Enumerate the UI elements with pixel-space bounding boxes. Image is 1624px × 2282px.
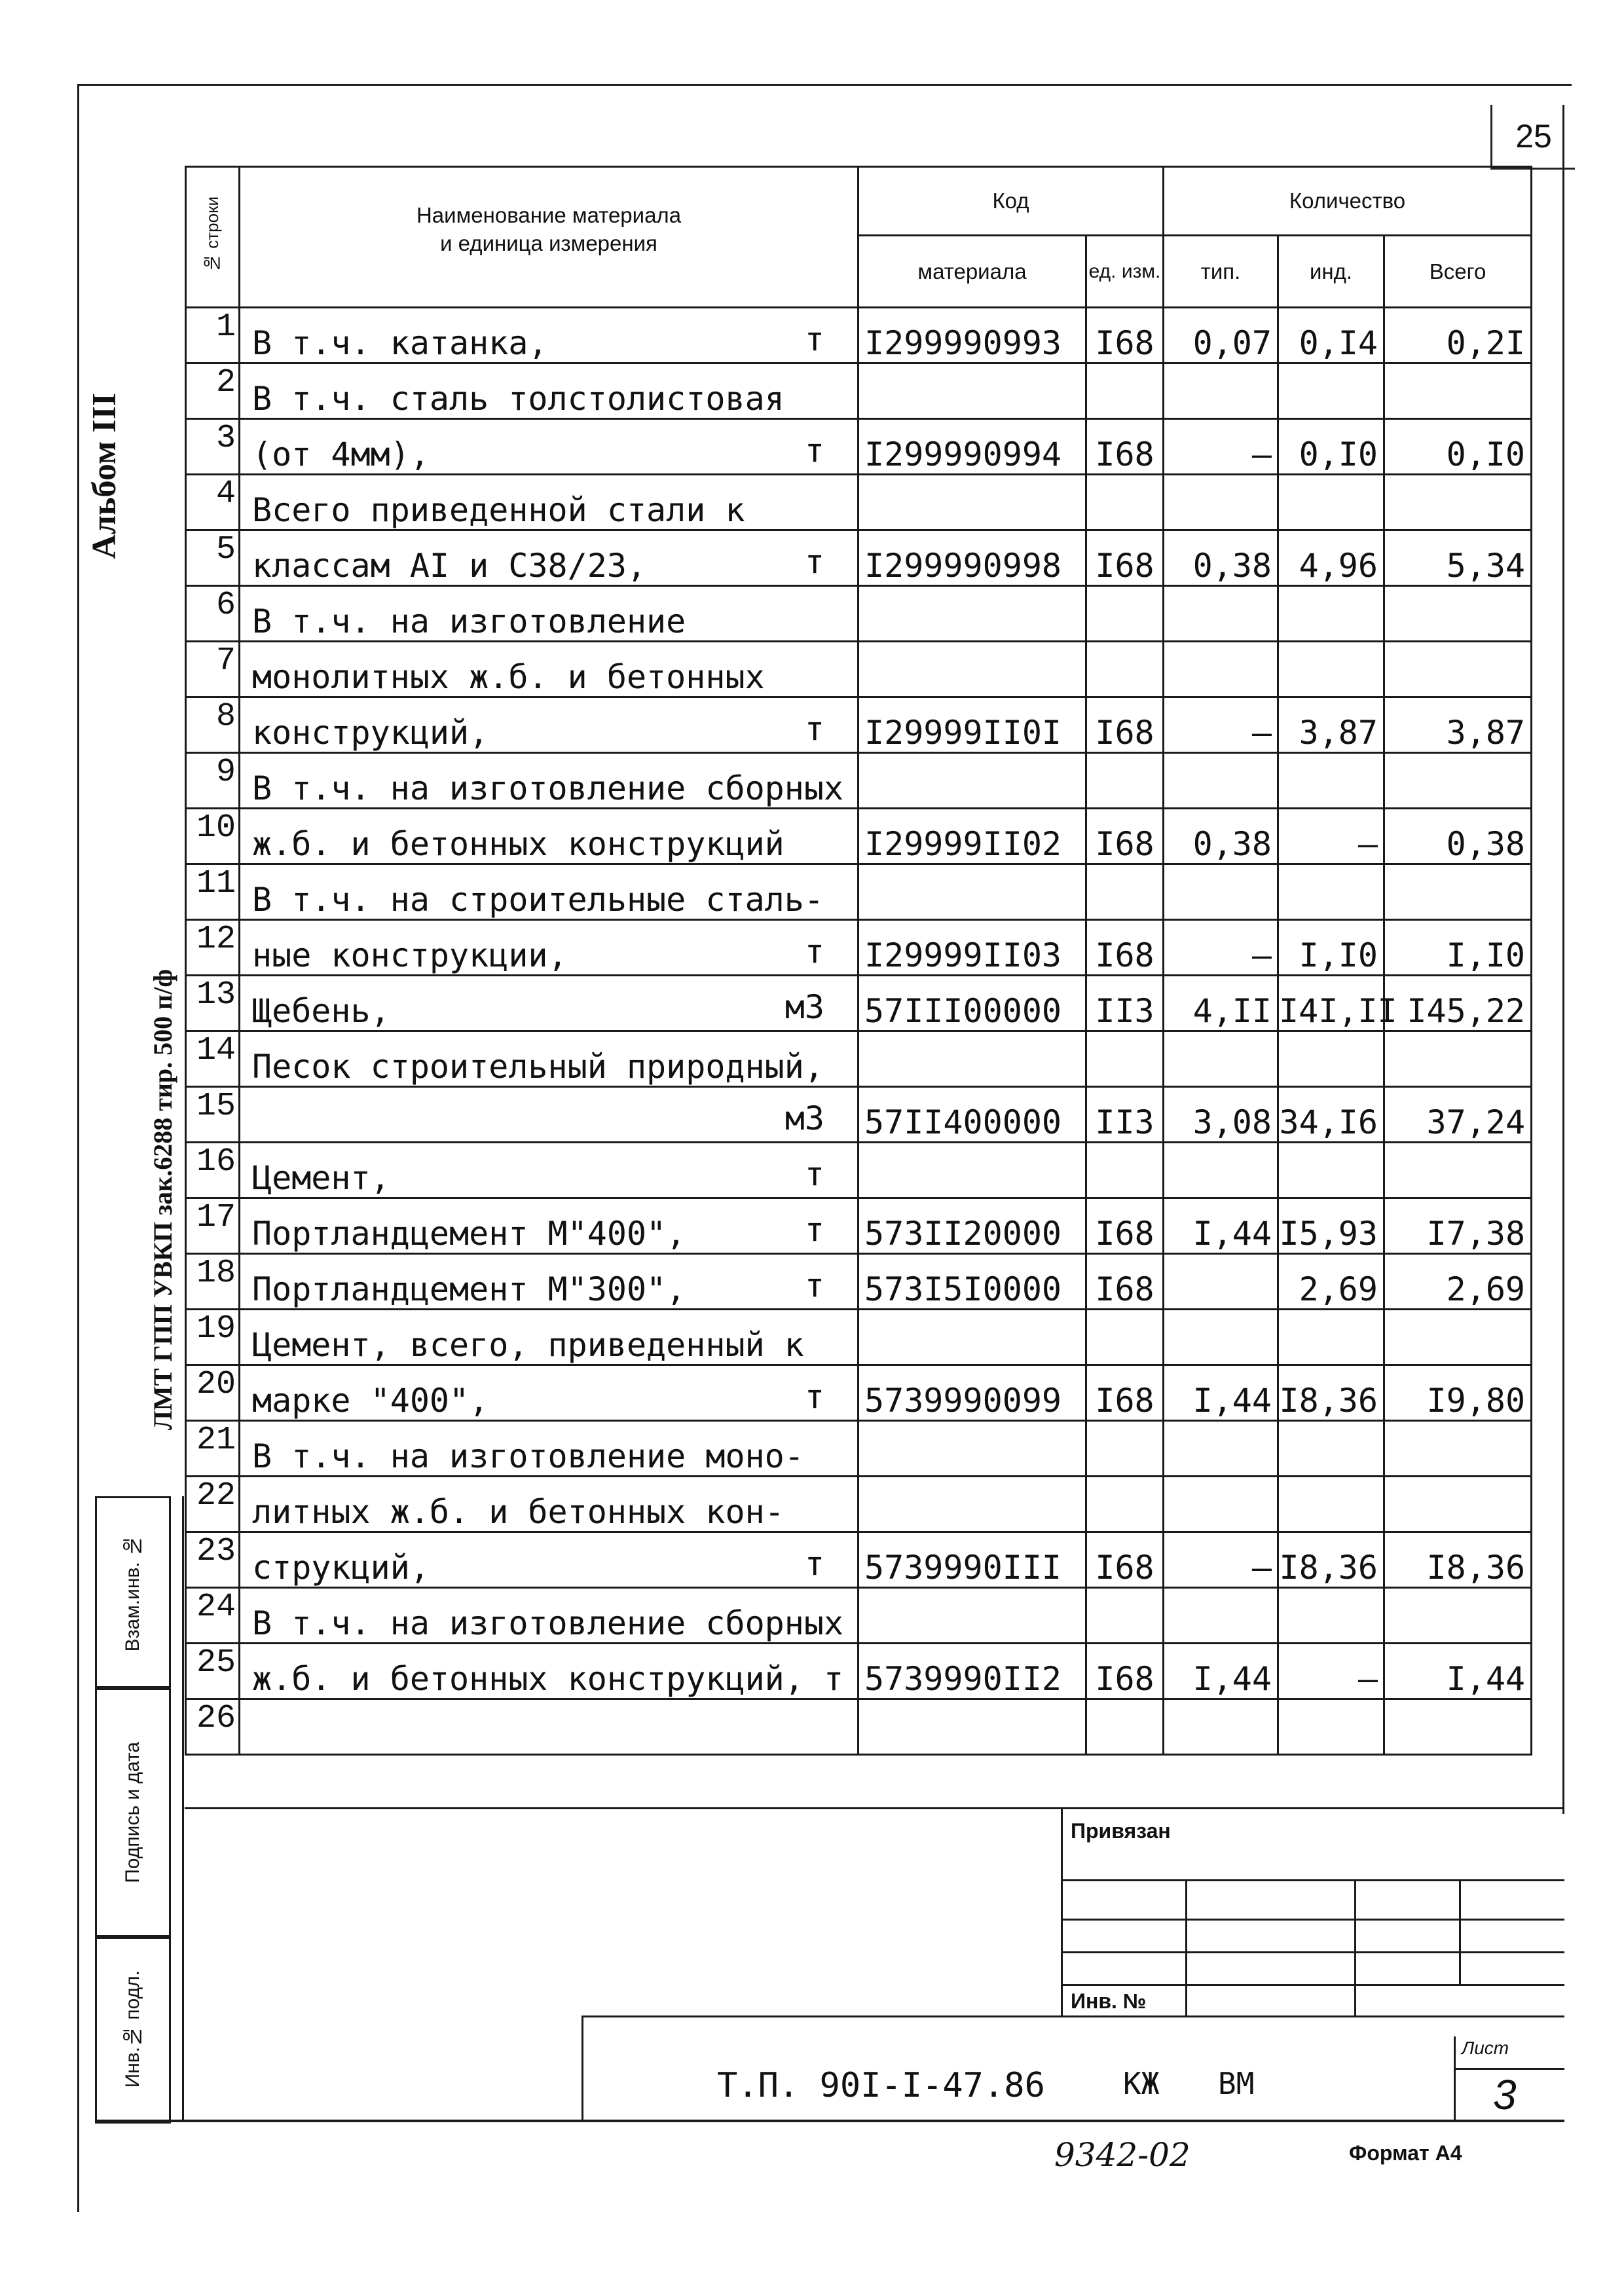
qty-ind (1278, 475, 1384, 530)
unit-code: I68 (1086, 1198, 1164, 1254)
order-number: 9342-02 (1054, 2136, 1190, 2174)
stamp-hline-3 (1061, 1951, 1564, 1953)
qty-ind: 3,87 (1278, 697, 1384, 753)
table-row (186, 1477, 1532, 1532)
material-code (858, 1421, 1086, 1477)
table-row (186, 920, 1532, 976)
material-name: марке "400", (252, 1382, 489, 1420)
inv-no-label: Инв. № (1071, 1989, 1147, 2013)
unit-code (1086, 1421, 1164, 1477)
album-label: Альбом III (86, 393, 123, 559)
material-name: ж.б. и бетонных конструкций (252, 825, 784, 863)
material-name-cell (240, 1198, 858, 1254)
qty-total: I45,22 (1384, 976, 1532, 1031)
material-name: ные конструкции, (252, 936, 568, 974)
qty-ind: I5,93 (1278, 1198, 1384, 1254)
row-number: 6 (186, 586, 240, 642)
qty-ind: I4I,II (1278, 976, 1384, 1031)
material-name-cell (240, 1421, 858, 1477)
unit-code: II3 (1086, 1087, 1164, 1143)
qty-total: I,44 (1384, 1644, 1532, 1699)
table-row (186, 308, 1532, 363)
material-code: I29999II0I (858, 697, 1086, 753)
material-code: I29999II02 (858, 809, 1086, 864)
table-row (186, 864, 1532, 920)
unit-code (1086, 586, 1164, 642)
material-unit: т (804, 543, 824, 581)
material-unit: т (804, 932, 824, 970)
material-name-cell (240, 1365, 858, 1421)
qty-total (1384, 1421, 1532, 1477)
unit-code: I68 (1086, 1532, 1164, 1588)
row-number: 8 (186, 697, 240, 753)
material-code (858, 1699, 1086, 1755)
header-name: Наименование материала и единица измерения (240, 167, 858, 308)
unit-code (1086, 1699, 1164, 1755)
material-name-cell (240, 475, 858, 530)
qty-ind: I8,36 (1278, 1532, 1384, 1588)
qty-ind: – (1278, 809, 1384, 864)
material-code (858, 1310, 1086, 1365)
qty-typ: 0,38 (1164, 530, 1278, 586)
unit-code: I68 (1086, 1254, 1164, 1310)
qty-ind (1278, 642, 1384, 697)
material-name: В т.ч. на строительные сталь- (252, 881, 824, 919)
material-name: В т.ч. на изготовление (252, 602, 686, 640)
qty-total (1384, 586, 1532, 642)
qty-total (1384, 363, 1532, 419)
material-name: В т.ч. на изготовление сборных (252, 1604, 844, 1642)
row-number: 1 (186, 308, 240, 363)
table-row (186, 1588, 1532, 1644)
material-name-cell (240, 530, 858, 586)
qty-total (1384, 1031, 1532, 1087)
unit-code: II3 (1086, 976, 1164, 1031)
material-code (858, 864, 1086, 920)
material-name-cell (240, 419, 858, 475)
qty-total: 5,34 (1384, 530, 1532, 586)
material-name-cell (240, 1644, 858, 1699)
material-name-cell (240, 1254, 858, 1310)
format-label: Формат А4 (1349, 2141, 1462, 2165)
row-number: 3 (186, 419, 240, 475)
stamp-top-line (185, 1807, 1564, 1809)
qty-typ (1164, 1421, 1278, 1477)
qty-ind (1278, 1477, 1384, 1532)
material-name-cell (240, 1310, 858, 1365)
material-code: 573II20000 (858, 1198, 1086, 1254)
material-name: Портландцемент М"300", (252, 1270, 686, 1308)
material-name: классам АI и С38/23, (252, 547, 647, 585)
material-unit: т (804, 1378, 824, 1416)
qty-ind (1278, 586, 1384, 642)
qty-ind (1278, 1310, 1384, 1365)
material-name-cell (240, 976, 858, 1031)
row-number: 17 (186, 1198, 240, 1254)
qty-total (1384, 1477, 1532, 1532)
qty-typ: I,44 (1164, 1198, 1278, 1254)
sheet-box-divider (1454, 2068, 1564, 2070)
qty-typ: – (1164, 419, 1278, 475)
table-row (186, 1254, 1532, 1310)
material-unit: т (804, 1211, 824, 1249)
qty-total (1384, 1588, 1532, 1644)
unit-code (1086, 642, 1164, 697)
row-number: 12 (186, 920, 240, 976)
row-number: 14 (186, 1031, 240, 1087)
qty-total: 0,38 (1384, 809, 1532, 864)
material-name: струкций, (252, 1549, 430, 1587)
material-code: 5739990II2 (858, 1644, 1086, 1699)
qty-total (1384, 753, 1532, 809)
material-name: Портландцемент М"400", (252, 1215, 686, 1253)
table-row (186, 1699, 1532, 1755)
table-row (186, 809, 1532, 864)
table-row (186, 753, 1532, 809)
material-name: В т.ч. на изготовление сборных (252, 769, 844, 807)
row-number: 26 (186, 1699, 240, 1755)
privyazan-label: Привязан (1071, 1819, 1171, 1843)
material-name-cell (240, 697, 858, 753)
qty-typ (1164, 1143, 1278, 1198)
qty-total: I8,36 (1384, 1532, 1532, 1588)
stamp-hline-2 (1061, 1919, 1564, 1921)
row-number: 4 (186, 475, 240, 530)
qty-ind: I,I0 (1278, 920, 1384, 976)
bottom-border (95, 2120, 1564, 2122)
materials-table (185, 166, 1532, 1756)
qty-typ (1164, 864, 1278, 920)
material-name: монолитных ж.б. и бетонных (252, 658, 765, 696)
sheet-number: 3 (1493, 2071, 1517, 2118)
unit-code: I68 (1086, 920, 1164, 976)
table-row (186, 475, 1532, 530)
qty-typ: I,44 (1164, 1365, 1278, 1421)
row-number: 20 (186, 1365, 240, 1421)
qty-total: 0,2I (1384, 308, 1532, 363)
qty-typ: 0,07 (1164, 308, 1278, 363)
material-name: (от 4мм), (252, 435, 430, 473)
material-name-cell (240, 864, 858, 920)
qty-typ (1164, 1254, 1278, 1310)
qty-ind: 2,69 (1278, 1254, 1384, 1310)
stamp-vline-a (1185, 1879, 1187, 2017)
qty-ind (1278, 363, 1384, 419)
qty-total: I,I0 (1384, 920, 1532, 976)
qty-ind: – (1278, 1644, 1384, 1699)
sheet-label: Лист (1462, 2038, 1509, 2058)
header-code-material: материала (858, 236, 1086, 308)
qty-ind: 0,I4 (1278, 308, 1384, 363)
row-number: 7 (186, 642, 240, 697)
table-row (186, 1198, 1532, 1254)
table-row (186, 1644, 1532, 1699)
unit-code: I68 (1086, 1365, 1164, 1421)
material-name-cell (240, 1699, 858, 1755)
material-code (858, 1477, 1086, 1532)
material-code: I299990994 (858, 419, 1086, 475)
table-row (186, 1365, 1532, 1421)
row-number: 24 (186, 1588, 240, 1644)
row-number: 13 (186, 976, 240, 1031)
row-number: 2 (186, 363, 240, 419)
material-name-cell (240, 920, 858, 976)
qty-typ: 3,08 (1164, 1087, 1278, 1143)
material-name-cell (240, 363, 858, 419)
qty-ind: 4,96 (1278, 530, 1384, 586)
qty-typ (1164, 363, 1278, 419)
qty-total (1384, 1310, 1532, 1365)
table-row (186, 1087, 1532, 1143)
unit-code (1086, 864, 1164, 920)
material-name: Песок строительный природный, (252, 1048, 824, 1086)
material-code (858, 586, 1086, 642)
material-unit: т (804, 710, 824, 748)
table-row (186, 642, 1532, 697)
table-row (186, 363, 1532, 419)
table-row (186, 419, 1532, 475)
material-unit: т (804, 1266, 824, 1304)
material-name: литных ж.б. и бетонных кон- (252, 1493, 784, 1531)
sheet-box-left (1454, 2036, 1456, 2122)
unit-code (1086, 363, 1164, 419)
material-name: Цемент, всего, приведенный к (252, 1326, 804, 1364)
row-number: 9 (186, 753, 240, 809)
material-name: Цемент, (252, 1159, 390, 1197)
qty-typ: I,44 (1164, 1644, 1278, 1699)
main-stamp-top (581, 2015, 1564, 2017)
qty-total: I7,38 (1384, 1198, 1532, 1254)
qty-total: I9,80 (1384, 1365, 1532, 1421)
material-name-cell (240, 642, 858, 697)
qty-typ (1164, 1310, 1278, 1365)
qty-ind (1278, 1143, 1384, 1198)
row-number: 23 (186, 1532, 240, 1588)
print-info-label: ЛМТ ГПП УВКП зак.6288 тир. 500 п/ф (148, 969, 177, 1430)
qty-typ: 4,II (1164, 976, 1278, 1031)
table-row (186, 1532, 1532, 1588)
qty-total: 3,87 (1384, 697, 1532, 753)
material-name: В т.ч. сталь толстолистовая (252, 380, 784, 418)
unit-code: I68 (1086, 1644, 1164, 1699)
material-unit: м3 (784, 988, 824, 1026)
unit-code (1086, 1588, 1164, 1644)
unit-code: I68 (1086, 308, 1164, 363)
unit-code: I68 (1086, 419, 1164, 475)
unit-code: I68 (1086, 809, 1164, 864)
qty-ind (1278, 1421, 1384, 1477)
unit-code: I68 (1086, 697, 1164, 753)
material-code (858, 642, 1086, 697)
material-code: 57II400000 (858, 1087, 1086, 1143)
material-name: Щебень, (252, 992, 390, 1030)
material-unit: т (804, 432, 824, 469)
qty-ind (1278, 864, 1384, 920)
material-name: конструкций, (252, 714, 489, 752)
header-qty: Количество (1164, 167, 1532, 236)
material-unit: т (804, 1155, 824, 1193)
header-code: Код (858, 167, 1164, 236)
qty-typ (1164, 475, 1278, 530)
side-box-inv: Инв.№ подл. (95, 1935, 171, 2124)
unit-code (1086, 475, 1164, 530)
unit-code (1086, 1031, 1164, 1087)
qty-ind (1278, 1699, 1384, 1755)
qty-total: 2,69 (1384, 1254, 1532, 1310)
table-row (186, 1421, 1532, 1477)
qty-total (1384, 1143, 1532, 1198)
qty-ind (1278, 753, 1384, 809)
material-unit: м3 (784, 1099, 824, 1137)
material-name: ж.б. и бетонных конструкций, т (252, 1660, 844, 1698)
table-row (186, 976, 1532, 1031)
material-name-cell (240, 586, 858, 642)
material-code: I299990998 (858, 530, 1086, 586)
unit-code (1086, 1143, 1164, 1198)
qty-ind: 0,I0 (1278, 419, 1384, 475)
top-border (79, 84, 1572, 86)
header-row-no: № строки (186, 167, 240, 308)
row-number: 11 (186, 864, 240, 920)
material-code (858, 1031, 1086, 1087)
qty-typ (1164, 1588, 1278, 1644)
header-code-unit: ед. изм. (1086, 236, 1164, 308)
qty-typ: – (1164, 697, 1278, 753)
header-qty-total: Всего (1384, 236, 1532, 308)
material-code (858, 363, 1086, 419)
row-number: 15 (186, 1087, 240, 1143)
row-number: 18 (186, 1254, 240, 1310)
row-number: 25 (186, 1644, 240, 1699)
qty-total (1384, 1699, 1532, 1755)
page-number: 25 (1490, 105, 1575, 170)
qty-total (1384, 475, 1532, 530)
material-code: 5739990099 (858, 1365, 1086, 1421)
unit-code (1086, 1477, 1164, 1532)
unit-code: I68 (1086, 530, 1164, 586)
stamp-vline-b (1354, 1879, 1356, 2017)
material-name-cell (240, 308, 858, 363)
qty-typ: – (1164, 920, 1278, 976)
material-name-cell (240, 1477, 858, 1532)
material-code (858, 1143, 1086, 1198)
row-number: 19 (186, 1310, 240, 1365)
qty-total: 37,24 (1384, 1087, 1532, 1143)
qty-ind (1278, 1031, 1384, 1087)
material-code (858, 475, 1086, 530)
material-code (858, 1588, 1086, 1644)
qty-typ (1164, 1031, 1278, 1087)
stamp-hline-1 (1061, 1879, 1564, 1881)
material-code: 5739990III (858, 1532, 1086, 1588)
qty-typ (1164, 586, 1278, 642)
material-name-cell (240, 1532, 858, 1588)
row-number: 22 (186, 1477, 240, 1532)
material-name-cell (240, 1588, 858, 1644)
row-number: 5 (186, 530, 240, 586)
section-kzh: КЖ (1123, 2066, 1160, 2101)
material-unit: т (804, 320, 824, 358)
material-name-cell (240, 1087, 858, 1143)
qty-total (1384, 642, 1532, 697)
table-row (186, 1310, 1532, 1365)
header-qty-ind: инд. (1278, 236, 1384, 308)
material-code: 57III00000 (858, 976, 1086, 1031)
side-box-signature: Подпись и дата (95, 1686, 171, 1939)
material-name: В т.ч. катанка, (252, 324, 548, 362)
left-margin-line (77, 84, 79, 2212)
qty-ind: I8,36 (1278, 1365, 1384, 1421)
row-number: 10 (186, 809, 240, 864)
material-name-cell (240, 1031, 858, 1087)
qty-typ (1164, 753, 1278, 809)
table-row (186, 586, 1532, 642)
table-row (186, 1143, 1532, 1198)
unit-code (1086, 753, 1164, 809)
material-code: I299990993 (858, 308, 1086, 363)
qty-typ (1164, 1477, 1278, 1532)
qty-total (1384, 864, 1532, 920)
unit-code (1086, 1310, 1164, 1365)
material-code (858, 753, 1086, 809)
qty-typ: – (1164, 1532, 1278, 1588)
table-row (186, 697, 1532, 753)
qty-total: 0,I0 (1384, 419, 1532, 475)
stamp-hline-4 (1061, 1984, 1564, 1986)
main-stamp-left (581, 2015, 583, 2122)
qty-ind: 34,I6 (1278, 1087, 1384, 1143)
qty-ind (1278, 1588, 1384, 1644)
material-name-cell (240, 809, 858, 864)
right-border (1562, 105, 1564, 1814)
qty-typ (1164, 642, 1278, 697)
qty-typ (1164, 1699, 1278, 1755)
row-number: 21 (186, 1421, 240, 1477)
row-number: 16 (186, 1143, 240, 1198)
table-row (186, 1031, 1532, 1087)
section-vm: ВМ (1218, 2066, 1255, 2101)
header-qty-typ: тип. (1164, 236, 1278, 308)
material-unit: т (804, 1545, 824, 1583)
material-name-cell (240, 1143, 858, 1198)
material-code: 573I5I0000 (858, 1254, 1086, 1310)
side-box-replace: Взам.инв. № (95, 1496, 171, 1690)
material-code: I29999II03 (858, 920, 1086, 976)
stamp-vline-c (1459, 1879, 1461, 1984)
qty-typ: 0,38 (1164, 809, 1278, 864)
material-name-cell (240, 753, 858, 809)
table-row (186, 530, 1532, 586)
designation: Т.П. 90I-I-47.86 (717, 2066, 1045, 2105)
side-strip-line (182, 1496, 184, 2122)
material-name: В т.ч. на изготовление моно- (252, 1437, 804, 1475)
material-name: Всего приведенной стали к (252, 491, 745, 529)
